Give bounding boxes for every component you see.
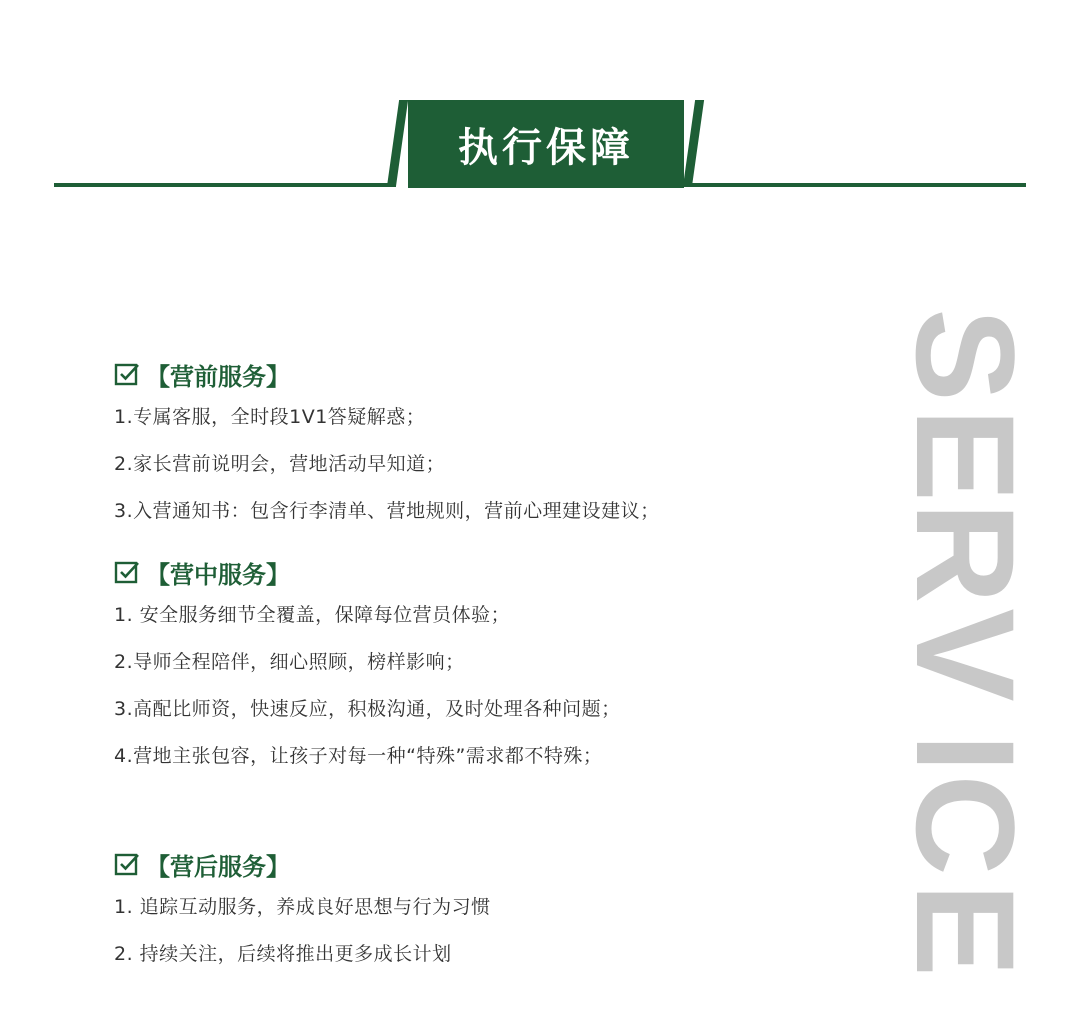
section-heading-text: 【营中服务】 <box>146 560 290 589</box>
section-heading-text: 【营后服务】 <box>146 852 290 881</box>
header-slash-left <box>387 100 408 187</box>
list-item: 2.导师全程陪伴，细心照顾，榜样影响； <box>114 651 465 673</box>
section-post-camp <box>114 844 814 978</box>
service-letter: E <box>887 408 1044 502</box>
checkbox-checked-icon <box>114 559 140 585</box>
checkbox-checked-icon <box>114 851 140 877</box>
service-letter: V <box>887 608 1044 702</box>
list-item: 1.专属客服，全时段1V1答疑解惑； <box>114 406 426 428</box>
section-pre-camp <box>114 354 814 535</box>
service-letter: S <box>887 308 1044 402</box>
service-letter: I <box>887 733 1044 773</box>
list-item: 2.家长营前说明会，营地活动早知道； <box>114 453 446 475</box>
header-slash-right <box>683 100 704 187</box>
section-heading <box>114 844 814 884</box>
section-in-camp <box>114 552 814 780</box>
list-item: 2. 持续关注，后续将推出更多成长计划 <box>114 943 452 965</box>
page-title <box>408 100 684 188</box>
checkbox-checked-icon <box>114 361 140 387</box>
header-rule-left <box>54 183 396 187</box>
service-letter: R <box>887 502 1044 604</box>
list-item: 3.入营通知书：包含行李清单、营地规则，营前心理建设建议； <box>114 500 660 522</box>
list-item: 3.高配比师资，快速反应，积极沟通，及时处理各种问题； <box>114 698 621 720</box>
list-item: 1. 安全服务细节全覆盖，保障每位营员体验； <box>114 604 511 626</box>
service-letter: C <box>887 774 1044 876</box>
section-heading <box>114 552 814 592</box>
list-item: 1. 追踪互动服务，养成良好思想与行为习惯 <box>114 896 491 918</box>
list-item: 4.营地主张包容，让孩子对每一种“特殊”需求都不特殊； <box>114 745 603 767</box>
service-letter: E <box>887 883 1044 977</box>
header-rule-right <box>688 183 1026 187</box>
section-heading <box>114 354 814 394</box>
service-side-word <box>887 300 1044 1000</box>
section-heading-text: 【营前服务】 <box>146 362 290 391</box>
page-title-text: 执行保障 <box>458 124 634 171</box>
